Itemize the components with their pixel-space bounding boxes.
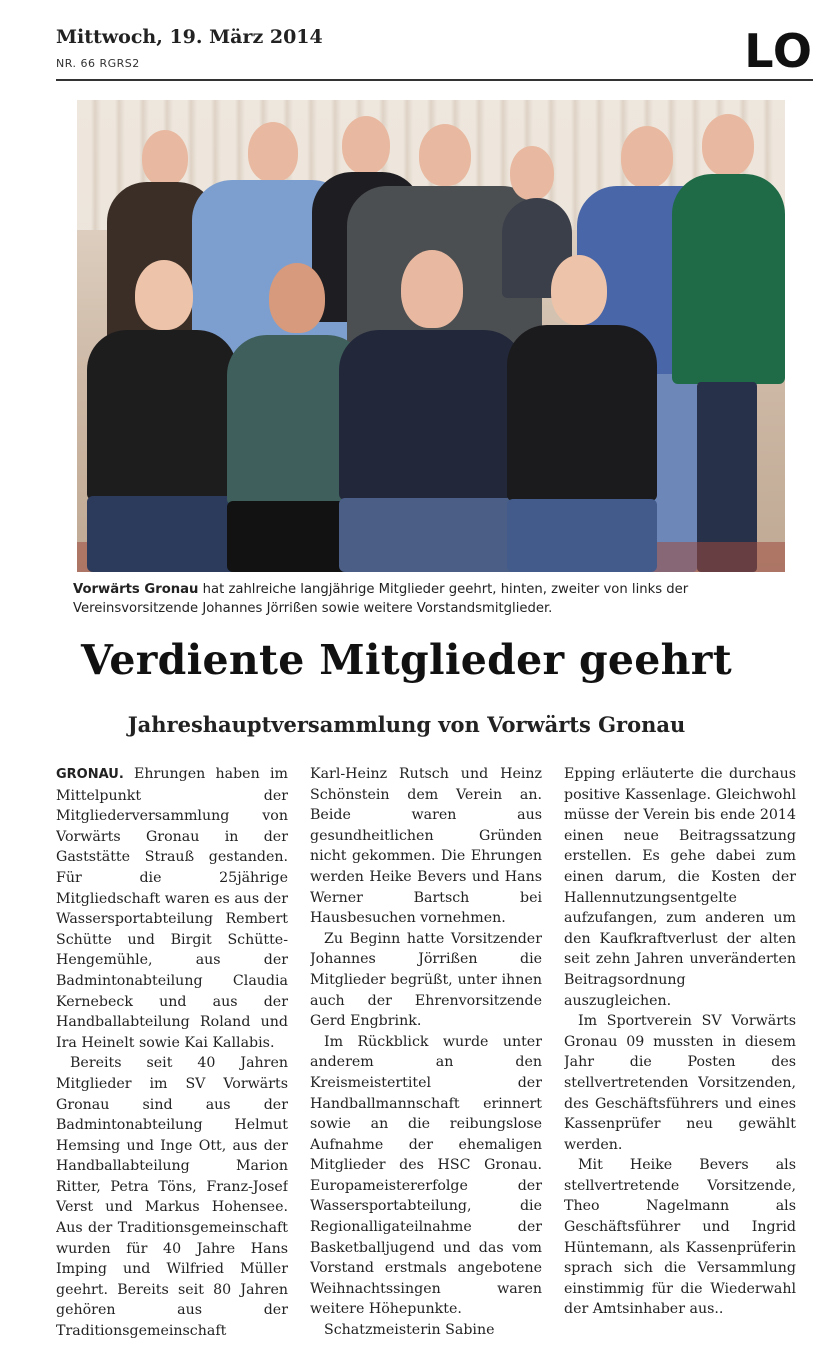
masthead (56, 22, 813, 84)
article-paragraph: Karl-Heinz Rutsch und Heinz Schönstein dem Verein an. Beide waren aus gesundheitlichen Gründen nicht gekommen. Die Ehrungen werden Heike Bevers und Hans Werner Bartsch bei Hausbesuchen vornehmen. (310, 766, 542, 927)
article-dateline: GRONAU. (56, 767, 124, 782)
photo-person (339, 250, 524, 572)
article-paragraph: GRONAU. Ehrungen haben im Mittelpunkt der Mitgliederversammlung von Vorwärts Gronau in der Gaststätte Strauß gestanden. Für die 25jährige Mitgliedschaft waren es aus der Wassersportabteilung Rembert Schütte und Birgit Schütte-Hengemühle, aus der Badmintonabteilung Claudia Kernebeck und aus der Handballabteilung Roland und Ira Heinelt sowie Kai Kallabis. (56, 766, 288, 1051)
photo-person (672, 114, 785, 572)
article-column-1 (56, 764, 288, 1364)
article-paragraph: Im Sportverein SV Vorwärts Gronau 09 mussten in diesem Jahr die Posten des stellvertretenden Vorsitzenden, des Geschäftsführers und eines Kassenprüfer neu gewählt werden. (564, 1013, 796, 1153)
article-paragraph: Zu Beginn hatte Vorsitzender Johannes Jörrißen die Mitglieder begrüßt, unter ihnen auch der Ehrenvorsitzende Gerd Engbrink. (310, 930, 542, 1030)
article-paragraph: Mit Heike Bevers als stellvertretende Vorsitzende, Theo Nagelmann als Geschäftsführer und Ingrid Hüntemann, als Kassenprüferin sprach sich die Versammlung einstimmig für die Wiederwahl der Amtsinhaber aus.. (564, 1157, 796, 1318)
article-paragraph: Im Rückblick wurde unter anderem an den Kreismeistertitel der Handballmannschaft erinnert sowie an die reibungslose Aufnahme der ehemaligen Mitglieder des HSC Gronau. Europameistererfolge der Wassersportabteilung, die Regionalligateilnahme der Basketballjugend und das vom Vorstand erstmals angebotene Weihnachtssingen waren weitere Höhepunkte. (310, 1033, 542, 1318)
photo-person (507, 255, 657, 572)
article-column-3 (564, 764, 796, 1364)
masthead-rule (56, 79, 813, 81)
newspaper-name-fragment: LO (744, 24, 813, 78)
group-photo (77, 100, 785, 572)
caption-lead: Vorwärts Gronau (73, 582, 199, 597)
issue-number: NR. 66 RGRS2 (56, 57, 140, 70)
article-paragraph: Epping erläuterte die durchaus positive Kassenlage. Gleichwohl müsse der Verein bis ende 2014 einen neue Beitragssatzung erstellen. Es gehe dabei zum einen darum, die Kosten der Hallennutzungsentgelte aufzufangen, zum anderen um den Kaufkraftverlust der alten seit zehn Jahren unveränderten Beitragsordnung auszugleichen. (564, 766, 796, 1009)
article-column-2 (310, 764, 542, 1364)
article-paragraph: Schatzmeisterin Sabine (324, 1322, 495, 1339)
article-headline: Verdiente Mitglieder geehrt (81, 636, 732, 684)
article-paragraph: Bereits seit 40 Jahren Mitglieder im SV Vorwärts Gronau sind aus der Badmintonabteilung Helmut Hemsing und Inge Ott, aus der Handballabteilung Marion Ritter, Petra Töns, Franz-Josef Verst und Markus Hohensee. Aus der Traditionsgemeinschaft wurden für 40 Jahre Hans Imping und Wilfried Müller geehrt. Bereits seit 80 Jahren gehören aus der Traditionsgemeinschaft (56, 1055, 288, 1340)
caption-text: hat zahlreiche langjährige Mitglieder geehrt, hinten, zweiter von links der Vereinsvorsitzende Johannes Jörrißen sowie weitere Vorstandsmitglieder. (73, 582, 689, 616)
photo-caption (73, 580, 788, 618)
issue-date: Mittwoch, 19. März 2014 (56, 26, 323, 48)
article-subheadline: Jahreshauptversammlung von Vorwärts Gronau (127, 712, 686, 737)
photo-person (87, 260, 237, 572)
